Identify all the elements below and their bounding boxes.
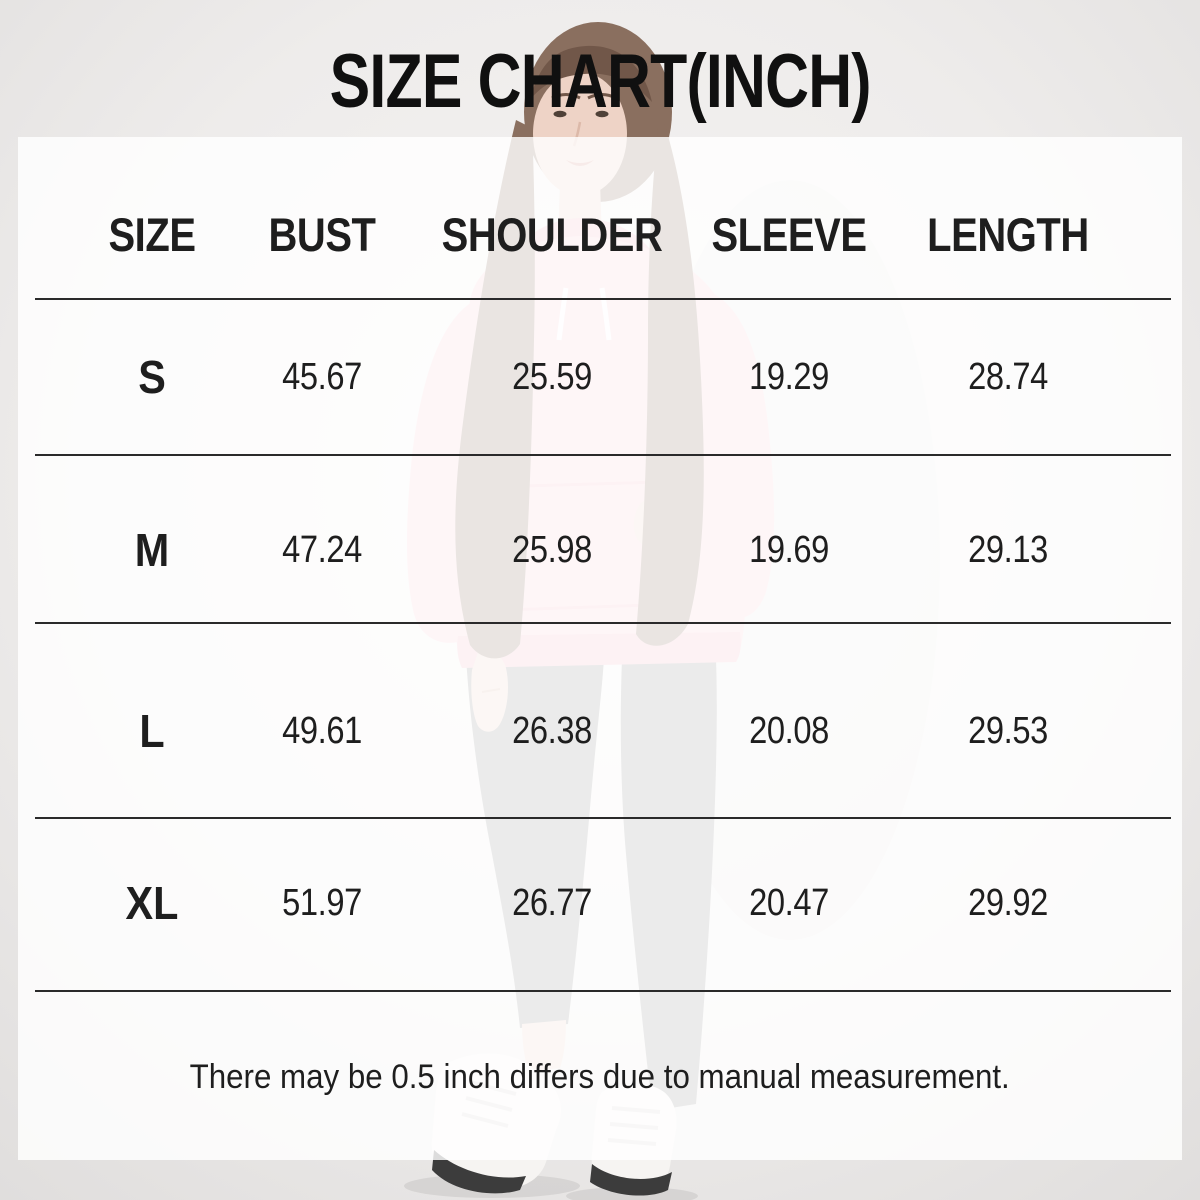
column-header-bust: BUST	[268, 208, 376, 261]
cell-sleeve: 20.47	[749, 882, 829, 924]
size-label: L	[139, 705, 165, 757]
cell-sleeve: 19.29	[749, 356, 829, 398]
cell-shoulder: 25.59	[512, 356, 592, 398]
cell-shoulder: 26.38	[512, 710, 592, 752]
cell-sleeve: 19.69	[749, 529, 829, 571]
table-row-m	[0, 520, 1200, 580]
table-divider	[35, 298, 1171, 300]
table-row-xl	[0, 873, 1200, 933]
size-label: XL	[125, 877, 179, 929]
table-divider	[35, 454, 1171, 456]
table-divider	[35, 990, 1171, 992]
cell-shoulder: 25.98	[512, 529, 592, 571]
table-row-l	[0, 701, 1200, 761]
cell-length: 29.53	[968, 710, 1048, 752]
table-row-s	[0, 347, 1200, 407]
size-label: S	[138, 351, 166, 403]
cell-length: 29.92	[968, 882, 1048, 924]
table-divider	[35, 622, 1171, 624]
measurement-note: There may be 0.5 inch differs due to manual measurement.	[189, 1058, 1011, 1096]
column-header-sleeve: SLEEVE	[711, 208, 867, 261]
cell-length: 29.13	[968, 529, 1048, 571]
column-header-length: LENGTH	[927, 208, 1089, 261]
column-header-shoulder: SHOULDER	[441, 208, 663, 261]
table-header-row	[0, 205, 1200, 265]
cell-length: 28.74	[968, 356, 1048, 398]
table-divider	[35, 817, 1171, 819]
page-title: SIZE CHART(INCH)	[329, 39, 871, 124]
column-header-size: SIZE	[108, 208, 196, 261]
table-panel	[18, 137, 1182, 1160]
cell-bust: 47.24	[282, 529, 362, 571]
cell-sleeve: 20.08	[749, 710, 829, 752]
cell-bust: 45.67	[282, 356, 362, 398]
size-label: M	[134, 524, 170, 576]
cell-bust: 49.61	[282, 710, 362, 752]
cell-shoulder: 26.77	[512, 882, 592, 924]
cell-bust: 51.97	[282, 882, 362, 924]
